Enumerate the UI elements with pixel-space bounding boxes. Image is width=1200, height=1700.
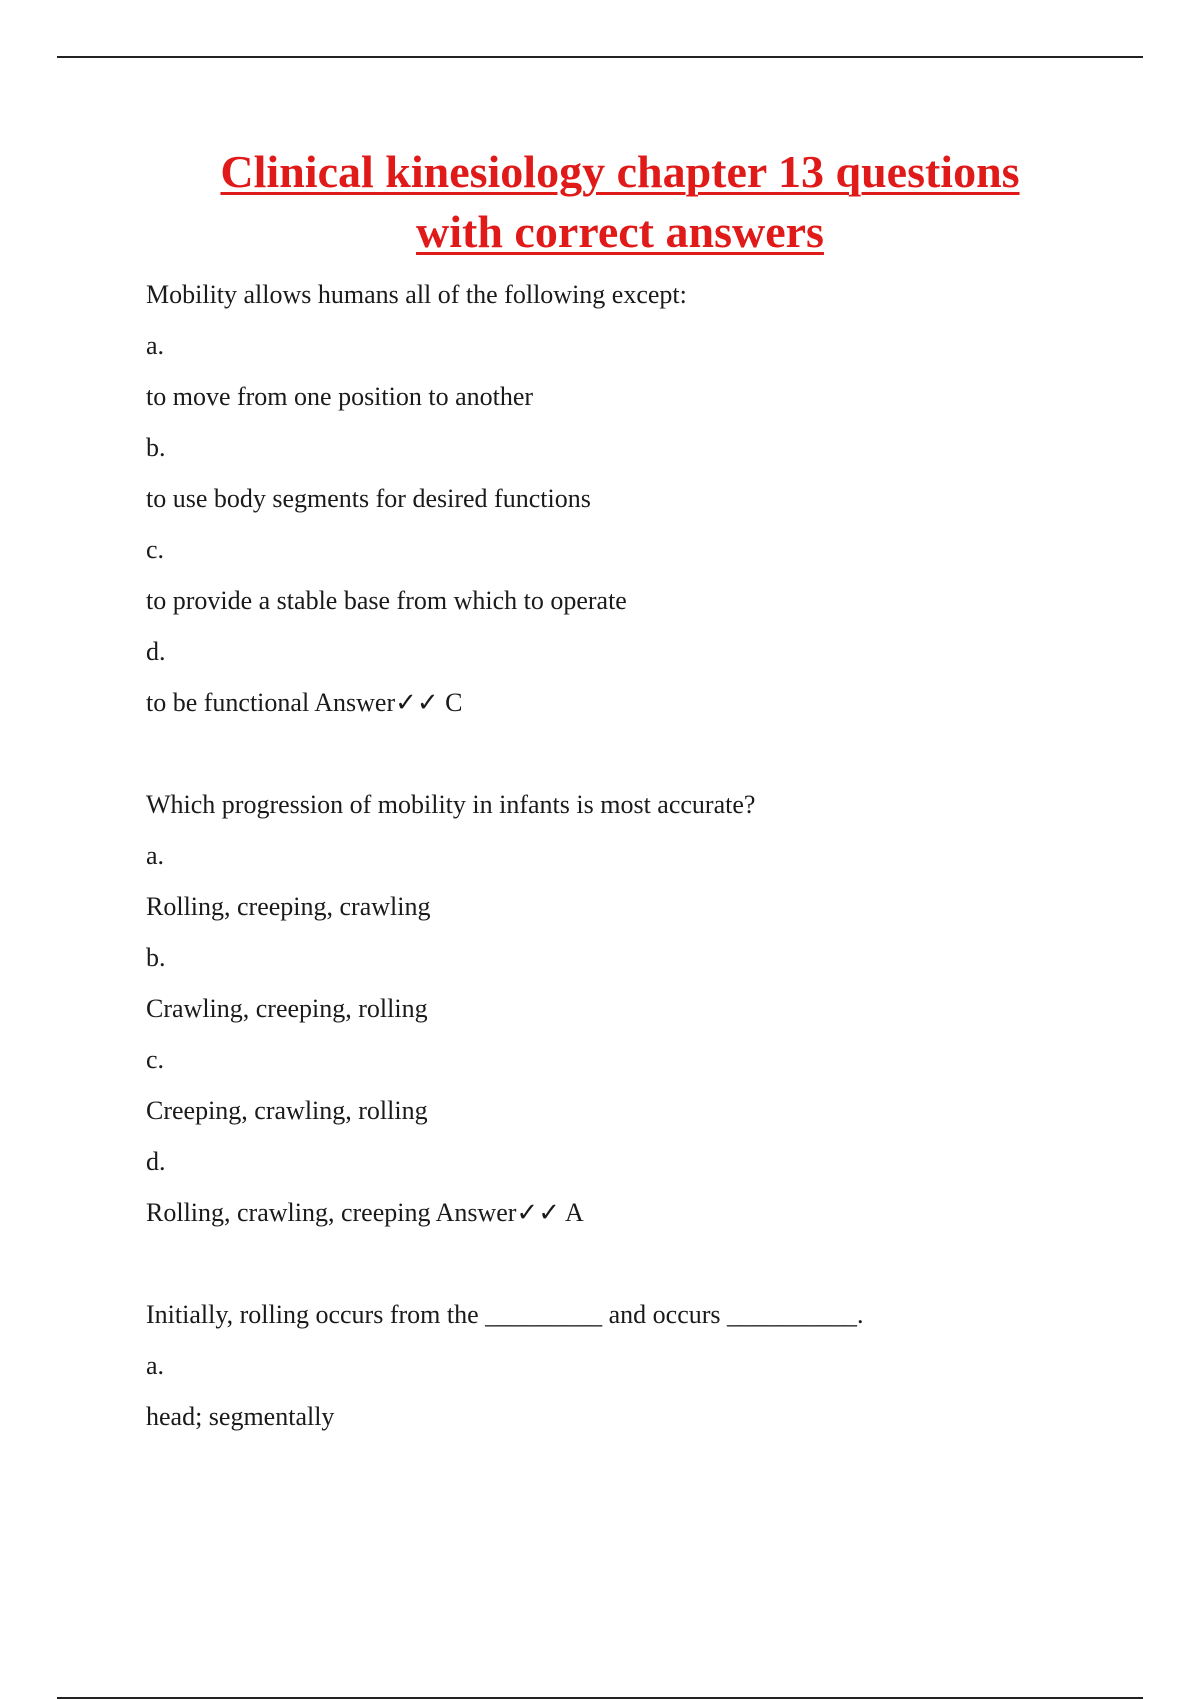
- option-text: to use body segments for desired functions: [146, 484, 591, 513]
- option-text: Crawling, creeping, rolling: [146, 994, 428, 1023]
- option-text-with-answer: Rolling, crawling, creeping Answer✓✓ A: [146, 1198, 584, 1227]
- question-spacer: [146, 739, 1146, 790]
- question-list: [146, 280, 1146, 1453]
- option-letter: a.: [146, 1351, 165, 1380]
- option-text: to move from one position to another: [146, 382, 534, 411]
- title-line-2: with correct answers: [416, 206, 824, 257]
- option-text: to provide a stable base from which to operate: [146, 586, 627, 615]
- option-letter: b.: [146, 433, 166, 462]
- option-letter: d.: [146, 637, 166, 666]
- title-line-1: Clinical kinesiology chapter 13 questions: [220, 146, 1020, 197]
- option-letter: c.: [146, 535, 165, 564]
- option-text: Rolling, creeping, crawling: [146, 892, 431, 921]
- question-prompt: Which progression of mobility in infants is most accurate?: [146, 790, 756, 819]
- question-prompt: Initially, rolling occurs from the _________ and occurs __________.: [146, 1300, 864, 1329]
- top-rule: [57, 56, 1143, 58]
- option-text: head; segmentally: [146, 1402, 335, 1431]
- option-letter: c.: [146, 1045, 165, 1074]
- question-1: [146, 280, 1146, 718]
- document-title: [0, 142, 1200, 262]
- question-3: [146, 1300, 1146, 1432]
- option-letter: a.: [146, 841, 165, 870]
- option-text-with-answer: to be functional Answer✓✓ C: [146, 688, 463, 717]
- question-2: [146, 790, 1146, 1228]
- question-spacer: [146, 1249, 1146, 1300]
- option-text: Creeping, crawling, rolling: [146, 1096, 428, 1125]
- option-letter: b.: [146, 943, 166, 972]
- bottom-rule: [57, 1697, 1143, 1699]
- question-prompt: Mobility allows humans all of the following except:: [146, 280, 687, 309]
- option-letter: d.: [146, 1147, 166, 1176]
- option-letter: a.: [146, 331, 165, 360]
